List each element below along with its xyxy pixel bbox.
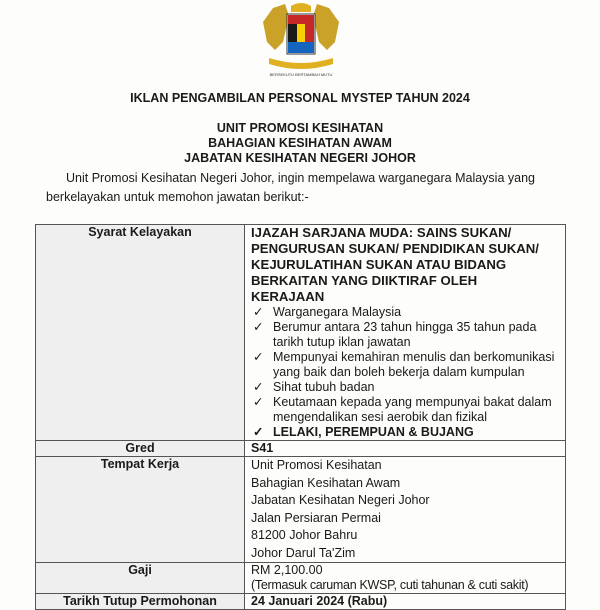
item-text: Berumur antara 23 tahun hingga 35 tahun pada tarikh tutup iklan jawatan <box>273 320 537 349</box>
row-label: Gaji <box>36 563 245 594</box>
salary-value: RM 2,100.00 <box>251 563 323 577</box>
unit-line: UNIT PROMOSI KESIHATAN <box>216 121 384 135</box>
item-text: Mempunyai kemahiran menulis dan berkomunikasi yang baik dan boleh bekerja dalam kumpulan <box>273 350 555 379</box>
coat-of-arms-logo <box>255 2 347 80</box>
table-row <box>36 441 566 457</box>
table-row <box>36 225 566 441</box>
intro-line: berkelayakan untuk memohon jawatan berikut:- <box>46 190 309 204</box>
list-item <box>251 305 559 320</box>
intro-line: Unit Promosi Kesihatan Negeri Johor, ingin mempelawa warganegara Malaysia yang <box>66 171 535 185</box>
job-details-table <box>35 224 566 610</box>
grade-value: S41 <box>245 441 566 457</box>
row-label: Tempat Kerja <box>36 457 245 563</box>
address-line: 81200 Johor Bahru <box>251 528 358 542</box>
svg-text:BERSEKUTU BERTAMBAH MUTU: BERSEKUTU BERTAMBAH MUTU <box>269 72 333 77</box>
unit-line: BAHAGIAN KESIHATAN AWAM <box>208 136 392 150</box>
row-label: Gred <box>36 441 245 457</box>
address-line: Unit Promosi Kesihatan <box>251 458 382 472</box>
list-item <box>251 425 559 440</box>
check-icon: ✓ <box>253 320 264 334</box>
item-text: Keutamaan kepada yang mempunyai bakat dalam mengendalikan sesi aerobik dan fizikal <box>273 395 552 424</box>
workplace-address <box>245 457 566 563</box>
salary-cell <box>245 563 566 594</box>
degree-requirement: IJAZAH SARJANA MUDA: SAINS SUKAN/ PENGURUSAN SUKAN/ PENDIDIKAN SUKAN/ KEJURULATIHAN SUKAN ATAU BIDANG BERKAITAN YANG DIIKTIRAF OLEH KERAJAAN <box>251 225 539 304</box>
requirements-list <box>251 305 559 440</box>
table-row <box>36 594 566 610</box>
check-icon: ✓ <box>253 380 264 394</box>
unit-line: JABATAN KESIHATAN NEGERI JOHOR <box>184 151 416 165</box>
address-line: Jalan Persiaran Permai <box>251 510 381 525</box>
check-icon: ✓ <box>253 395 264 409</box>
item-text: Sihat tubuh badan <box>273 380 375 394</box>
table-row <box>36 563 566 594</box>
list-item <box>251 350 559 380</box>
list-item <box>251 320 559 350</box>
check-icon: ✓ <box>253 350 264 364</box>
address-line: Bahagian Kesihatan Awam <box>251 475 401 490</box>
table-row <box>36 457 566 563</box>
row-label: Syarat Kelayakan <box>36 225 245 441</box>
row-label: Tarikh Tutup Permohonan <box>36 594 245 610</box>
salary-note: (Termasuk caruman KWSP, cuti tahunan & cuti sakit) <box>251 578 529 592</box>
address-line: Johor Darul Ta'Zim <box>251 545 356 560</box>
page-title: IKLAN PENGAMBILAN PERSONAL MYSTEP TAHUN 2024 <box>130 91 470 105</box>
closing-date: 24 Januari 2024 (Rabu) <box>245 594 566 610</box>
item-text: Warganegara Malaysia <box>273 305 402 319</box>
row-value <box>245 225 566 441</box>
address-line: Jabatan Kesihatan Negeri Johor <box>251 493 430 507</box>
check-icon: ✓ <box>253 425 264 439</box>
list-item <box>251 380 559 395</box>
item-text: LELAKI, PEREMPUAN & BUJANG <box>273 425 474 439</box>
intro-paragraph <box>46 169 586 207</box>
list-item <box>251 395 559 425</box>
check-icon: ✓ <box>253 305 264 319</box>
